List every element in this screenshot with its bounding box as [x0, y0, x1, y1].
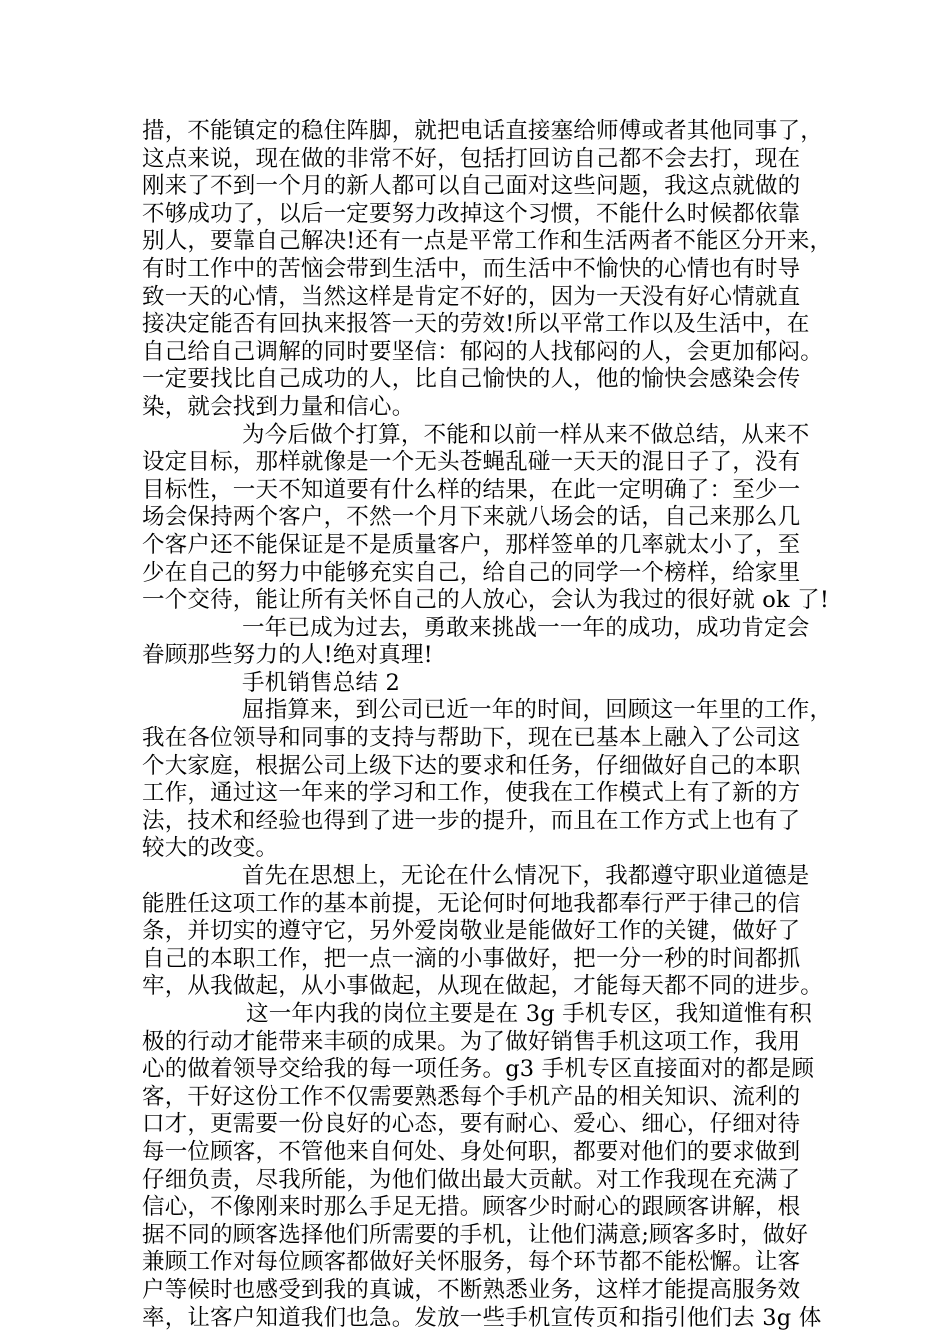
text-line: 一定要找比自己成功的人，比自己愉快的人，他的愉快会感染会传 — [142, 366, 801, 393]
text-line: 措，不能镇定的稳住阵脚，就把电话直接塞给师傅或者其他同事了， — [142, 118, 824, 144]
section-heading: 手机销售总结 2 — [242, 669, 401, 696]
text-line: 心的做着领导交给我的每一项任务。g3 手机专区直接面对的都是顾 — [142, 1056, 815, 1083]
text-line: 这点来说，现在做的非常不好，包括打回访自己都不会去打，现在 — [142, 145, 801, 172]
text-line: 刚来了不到一个月的新人都可以自己面对这些问题，我这点就做的 — [142, 173, 801, 200]
text-line: 较大的改变。 — [142, 835, 279, 862]
text-line: 有时工作中的苦恼会带到生活中，而生活中不愉快的心情也有时导 — [142, 255, 801, 282]
text-line: 不够成功了，以后一定要努力改掉这个习惯，不能什么时候都依靠 — [142, 200, 801, 227]
text-line: 信心，不像刚来时那么手足无措。顾客少时耐心的跟顾客讲解，根 — [142, 1194, 801, 1221]
text-line: 自己的本职工作，把一点一滴的小事做好，把一分一秒的时间都抓 — [142, 945, 801, 972]
text-line: 一个交待，能让所有关怀自己的人放心，会认为我过的很好就 ok 了! — [142, 587, 830, 614]
text-line: 口才，更需要一份良好的心态，要有耐心、爱心、细心，仔细对待 — [142, 1111, 801, 1138]
text-line: 自己给自己调解的同时要坚信：郁闷的人找郁闷的人，会更加郁闷。 — [142, 338, 824, 365]
text-line: 率，让客户知道我们也急。发放一些手机宣传页和指引他们去 3g 体 — [142, 1304, 822, 1331]
text-line: 少在自己的努力中能够充实自己，给自己的同学一个榜样，给家里 — [142, 559, 801, 586]
text-line: 极的行动才能带来丰硕的成果。为了做好销售手机这项工作，我用 — [142, 1028, 801, 1055]
paragraph-start-line: 首先在思想上，无论在什么情况下，我都遵守职业道德是 — [242, 863, 810, 890]
text-line: 仔细负责，尽我所能，为他们做出最大贡献。对工作我现在充满了 — [142, 1166, 801, 1193]
text-line: 个客户还不能保证是不是质量客户，那样签单的几率就太小了，至 — [142, 531, 801, 558]
paragraph-start-line: 这一年内我的岗位主要是在 3g 手机专区，我知道惟有积 — [246, 1001, 812, 1027]
text-line: 法，技术和经验也得到了进一步的提升，而且在工作方式上也有了 — [142, 807, 801, 834]
paragraph-start-line: 屈指算来，到公司已近一年的时间，回顾这一年里的工作， — [242, 697, 833, 724]
text-line: 场会保持两个客户，不然一个月下来就八场会的话，自己来那么几 — [142, 504, 801, 531]
text-line: 户等候时也感受到我的真诚，不断熟悉业务，这样才能提高服务效 — [142, 1276, 801, 1303]
text-line: 染，就会找到力量和信心。 — [142, 393, 415, 420]
text-line: 致一天的心情，当然这样是肯定不好的，因为一天没有好心情就直 — [142, 283, 801, 310]
text-line: 别人，要靠自己解决!还有一点是平常工作和生活两者不能区分开来， — [142, 228, 833, 255]
text-line: 能胜任这项工作的基本前提，无论何时何地我都奉行严于律己的信 — [142, 890, 801, 917]
text-line: 客，干好这份工作不仅需要熟悉每个手机产品的相关知识、流利的 — [142, 1083, 801, 1110]
text-line: 接决定能否有回执来报答一天的劳效!所以平常工作以及生活中，在 — [142, 311, 810, 338]
text-line: 我在各位领导和同事的支持与帮助下，现在已基本上融入了公司这 — [142, 725, 801, 752]
text-line: 每一位顾客，不管他来自何处、身处何职，都要对他们的要求做到 — [142, 1138, 801, 1165]
text-line: 个大家庭，根据公司上级下达的要求和任务，仔细做好自己的本职 — [142, 752, 801, 779]
paragraph-start-line: 为今后做个打算，不能和以前一样从来不做总结，从来不 — [242, 421, 810, 448]
text-line: 兼顾工作对每位顾客都做好关怀服务，每个环节都不能松懈。让客 — [142, 1249, 801, 1276]
document-body — [142, 118, 833, 1332]
text-line: 牢，从我做起，从小事做起，从现在做起，才能每天都不同的进步。 — [142, 973, 824, 1000]
text-line: 设定目标，那样就像是一个无头苍蝇乱碰一天天的混日子了，没有 — [142, 449, 801, 476]
paragraph-start-line: 一年已成为过去，勇敢来挑战一一年的成功，成功肯定会 — [242, 614, 810, 641]
text-line: 工作，通过这一年来的学习和工作，使我在工作模式上有了新的方 — [142, 780, 801, 807]
text-line: 条，并切实的遵守它，另外爱岗敬业是能做好工作的关键，做好了 — [142, 918, 801, 945]
text-line: 眷顾那些努力的人!绝对真理! — [142, 642, 433, 669]
text-line: 目标性，一天不知道要有什么样的结果，在此一定明确了：至少一 — [142, 476, 801, 503]
text-line: 据不同的顾客选择他们所需要的手机，让他们满意;顾客多时，做好 — [142, 1221, 809, 1248]
